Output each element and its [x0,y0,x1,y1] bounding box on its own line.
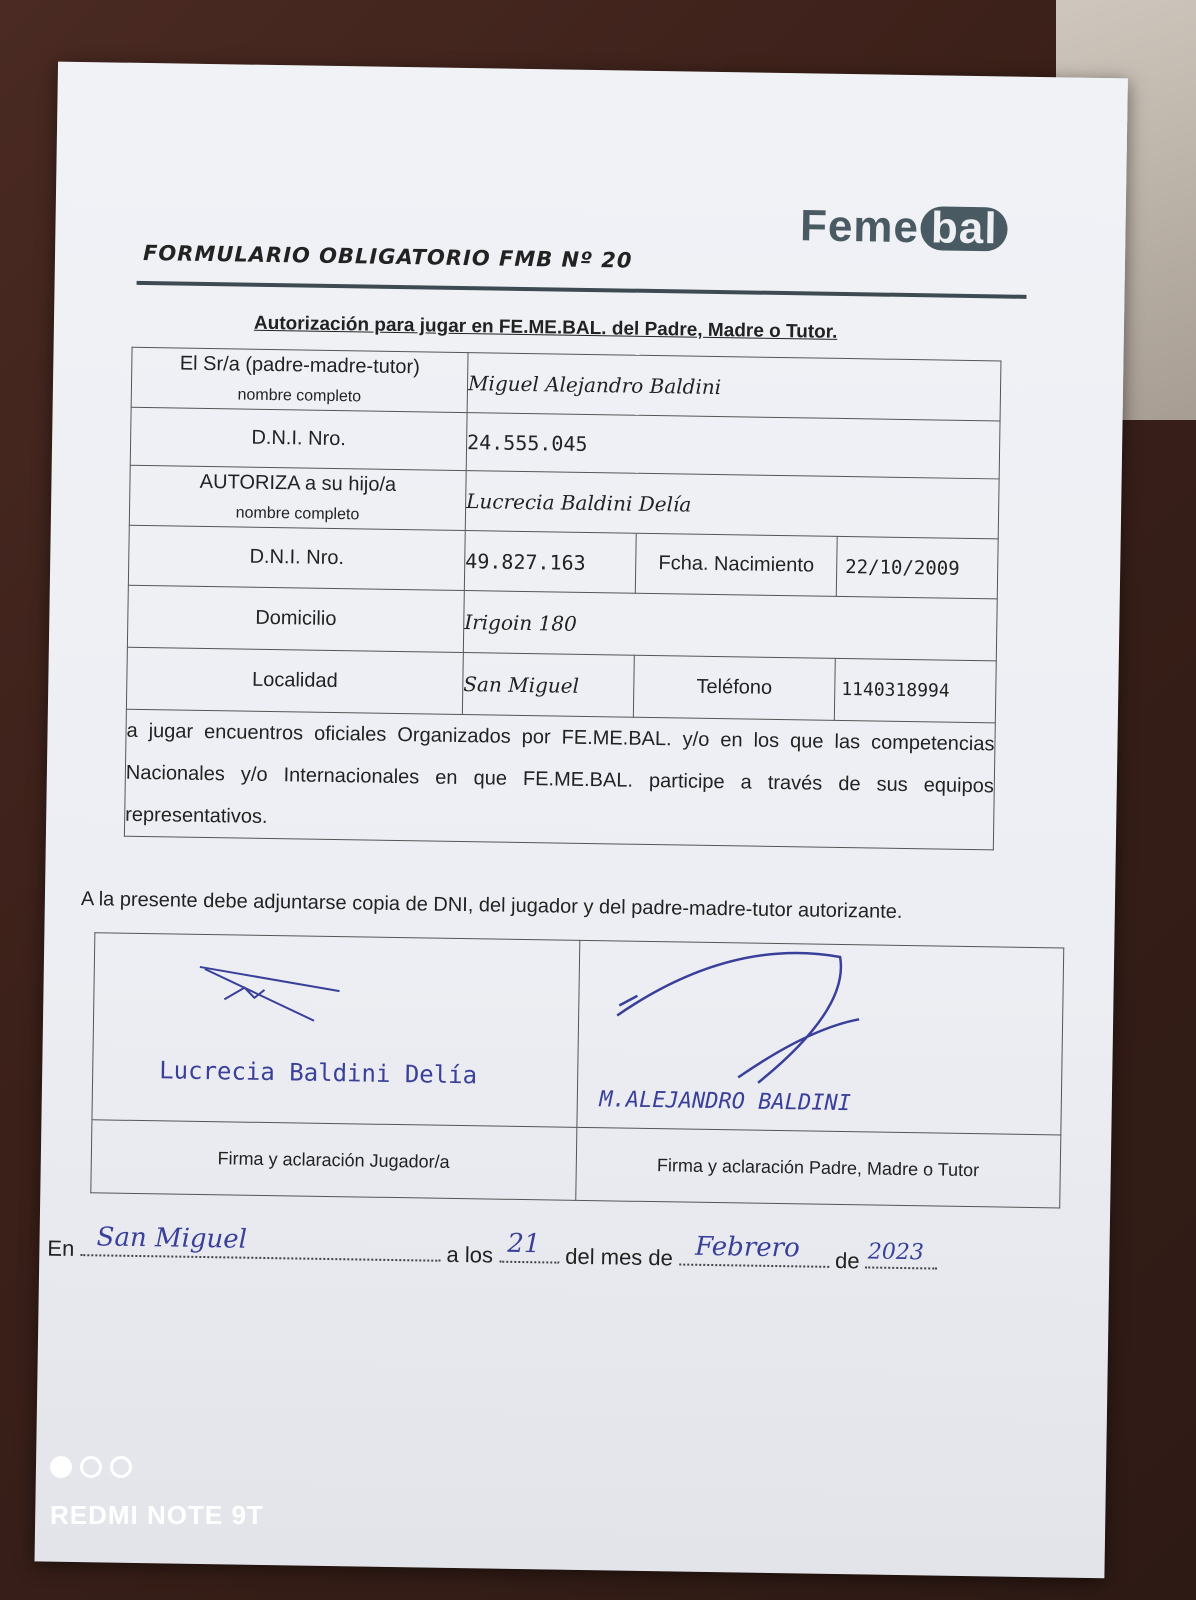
birth-date-field: 22/10/2009 [836,536,998,599]
parent-label: El Sr/a (padre-madre-tutor) [179,352,421,379]
city-label: Localidad [126,647,463,714]
form-subtitle: Autorización para jugar en FE.ME.BAL. del Padre, Madre o Tutor. [253,312,838,343]
camera-watermark-text: REDMI NOTE 9T [50,1500,264,1530]
address-label: Domicilio [127,585,464,652]
child-label-cell [129,465,466,530]
parent-dni-field: 24.555.045 [466,413,1000,479]
watermark-dot [50,1456,72,1478]
child-label: AUTORIZA a su hijo/a [199,470,397,496]
place-value: San Miguel [96,1222,248,1255]
city-field: San Miguel [462,653,634,718]
del-mes-label: del mes de [565,1243,674,1271]
date-line [47,1222,938,1276]
title-rule [137,281,1027,299]
femebal-logo: Feme bal [800,201,1008,254]
child-sublabel: nombre completo [235,504,360,524]
child-dni-field: 49.827.163 [464,531,636,594]
a-los-label: a los [446,1241,494,1268]
child-name-field: Lucrecia Baldini Delía [465,471,999,539]
month-value: Febrero [694,1231,800,1264]
parent-name-field: Miguel Alejandro Baldini [467,353,1001,421]
player-signature-name: Lucrecia Baldini Delía [159,1056,478,1090]
place-field [80,1222,440,1262]
parent-label-cell [131,347,468,412]
de-label: de [834,1247,860,1274]
year-field [866,1239,938,1269]
child-dni-label: D.N.I. Nro. [128,525,465,590]
watermark-dot [80,1456,102,1478]
parent-sublabel: nombre completo [237,386,362,406]
parent-dni-label: D.N.I. Nro. [130,407,467,470]
watermark-dot [110,1456,132,1478]
form-title: FORMULARIO OBLIGATORIO FMB Nº 20 [142,240,633,273]
phone-field: 1140318994 [834,658,996,723]
camera-watermark-dots [50,1456,140,1483]
player-signature-caption: Firma y aclaración Jugador/a [91,1120,577,1201]
month-field [679,1231,829,1267]
authorization-table [124,347,1002,851]
player-signature-box [92,933,579,1128]
parent-signature-caption: Firma y aclaración Padre, Madre o Tutor [575,1127,1061,1208]
date-prefix: En [47,1235,75,1261]
parent-signature-box [576,940,1063,1135]
form-paper [35,62,1128,1579]
parent-signature-scribble [608,945,870,1089]
attachment-note: A la presente debe adjuntarse copia de DNI, del jugador y del padre-madre-tutor autorizante. [80,888,903,923]
signature-table [90,932,1064,1208]
player-signature-scribble [194,959,355,1032]
phone-label: Teléfono [633,655,835,720]
parent-signature-name: M.ALEJANDRO BALDINI [599,1087,852,1117]
year-value: 2023 [867,1239,925,1266]
day-field [499,1228,559,1264]
address-field: Irigoin 180 [463,591,997,661]
authorization-paragraph: a jugar encuentros oficiales Organizados por FE.ME.BAL. y/o en los que las competencias Nacionales y/o Internacionales en que FE.ME.BAL. participe a través de sus equipos representativos. [124,709,995,850]
birth-date-label: Fcha. Nacimiento [635,533,837,596]
day-value: 21 [507,1228,541,1260]
